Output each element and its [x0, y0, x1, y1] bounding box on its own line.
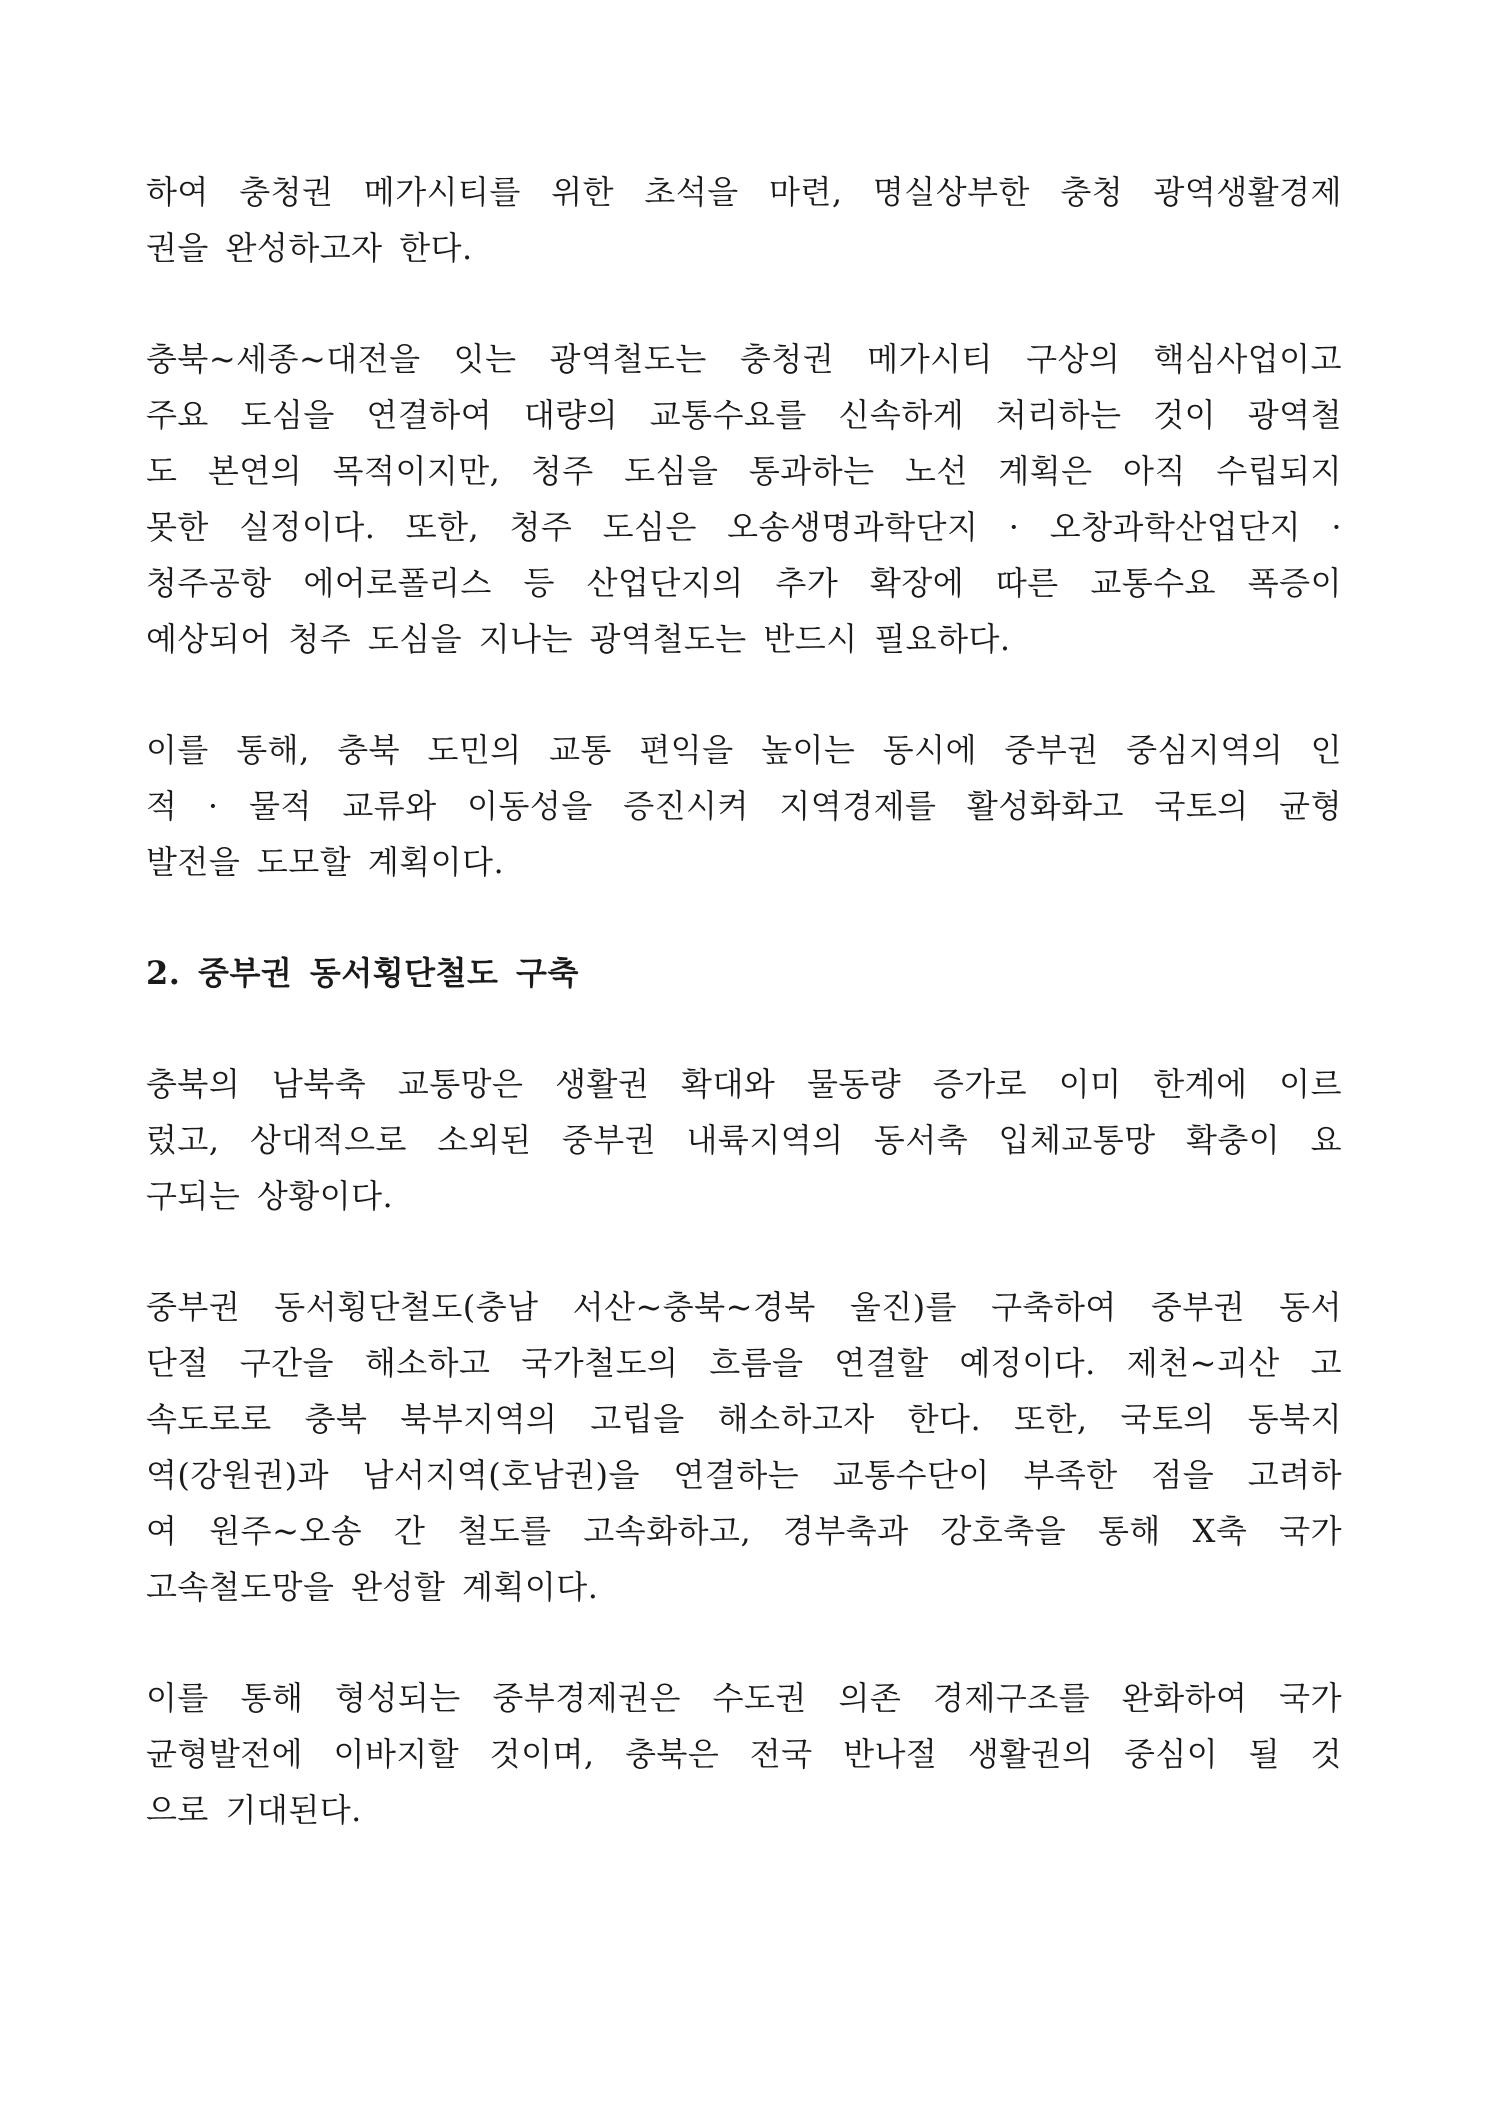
text-line: 충북의 남북축 교통망은 생활권 확대와 물동량 증가로 이미 한계에 이르: [146, 1065, 1342, 1103]
paragraph-regional-benefit: [146, 722, 1342, 890]
text-line: 이를 통해, 충북 도민의 교통 편익을 높이는 동시에 중부권 중심지역의 인: [146, 731, 1342, 769]
section-heading: 2. 중부권 동서횡단철도 구축: [146, 954, 579, 992]
text-line: 속도로로 충북 북부지역의 고립을 해소하고자 한다. 또한, 국토의 동북지: [146, 1400, 1342, 1438]
text-line: 으로 기대된다.: [146, 1791, 362, 1829]
text-line: 발전을 도모할 계획이다.: [146, 843, 505, 881]
text-line: 단절 구간을 해소하고 국가철도의 흐름을 연결할 예정이다. 제천~괴산 고: [146, 1344, 1342, 1382]
text-line: 고속철도망을 완성할 계획이다.: [146, 1568, 599, 1606]
text-line: 적 · 물적 교류와 이동성을 증진시켜 지역경제를 활성화화고 국토의 균형: [146, 787, 1342, 825]
text-line: 충북~세종~대전을 잇는 광역철도는 충청권 메가시티 구상의 핵심사업이고: [146, 340, 1342, 378]
text-line: 렀고, 상대적으로 소외된 중부권 내륙지역의 동서축 입체교통망 확충이 요: [146, 1121, 1342, 1159]
paragraph-north-south-limit: [146, 1056, 1342, 1224]
text-line: 못한 실정이다. 또한, 청주 도심은 오송생명과학단지 · 오창과학산업단지 ·: [146, 508, 1342, 546]
text-line: 도 본연의 목적이지만, 청주 도심을 통과하는 노선 계획은 아직 수립되지: [146, 452, 1342, 490]
text-line: 주요 도심을 연결하여 대량의 교통수요를 신속하게 처리하는 것이 광역철: [146, 396, 1342, 434]
text-line: 하여 충청권 메가시티를 위한 초석을 마련, 명실상부한 충청 광역생활경제: [146, 173, 1342, 211]
paragraph-regional-railway: [146, 331, 1342, 667]
text-line: 역(강원권)과 남서지역(호남권)을 연결하는 교통수단이 부족한 점을 고려하: [146, 1456, 1342, 1494]
text-line: 청주공항 에어로폴리스 등 산업단지의 추가 확장에 따른 교통수요 폭증이: [146, 564, 1342, 602]
text-line: 중부권 동서횡단철도(충남 서산~충북~경북 울진)를 구축하여 중부권 동서: [146, 1288, 1342, 1326]
text-line: 여 원주~오송 간 철도를 고속화하고, 경부축과 강호축을 통해 X축 국가: [146, 1512, 1342, 1550]
text-line: 예상되어 청주 도심을 지나는 광역철도는 반드시 필요하다.: [146, 620, 1011, 658]
document-body: [146, 164, 1342, 1893]
paragraph-east-west-railway: [146, 1279, 1342, 1615]
text-line: 권을 완성하고자 한다.: [146, 229, 473, 267]
paragraph-megacity-foundation: [146, 164, 1342, 276]
text-line: 이를 통해 형성되는 중부경제권은 수도권 의존 경제구조를 완화하여 국가: [146, 1679, 1342, 1717]
text-line: 구되는 상황이다.: [146, 1177, 394, 1215]
text-line: 균형발전에 이바지할 것이며, 충북은 전국 반나절 생활권의 중심이 될 것: [146, 1735, 1342, 1773]
paragraph-central-economy: [146, 1670, 1342, 1838]
